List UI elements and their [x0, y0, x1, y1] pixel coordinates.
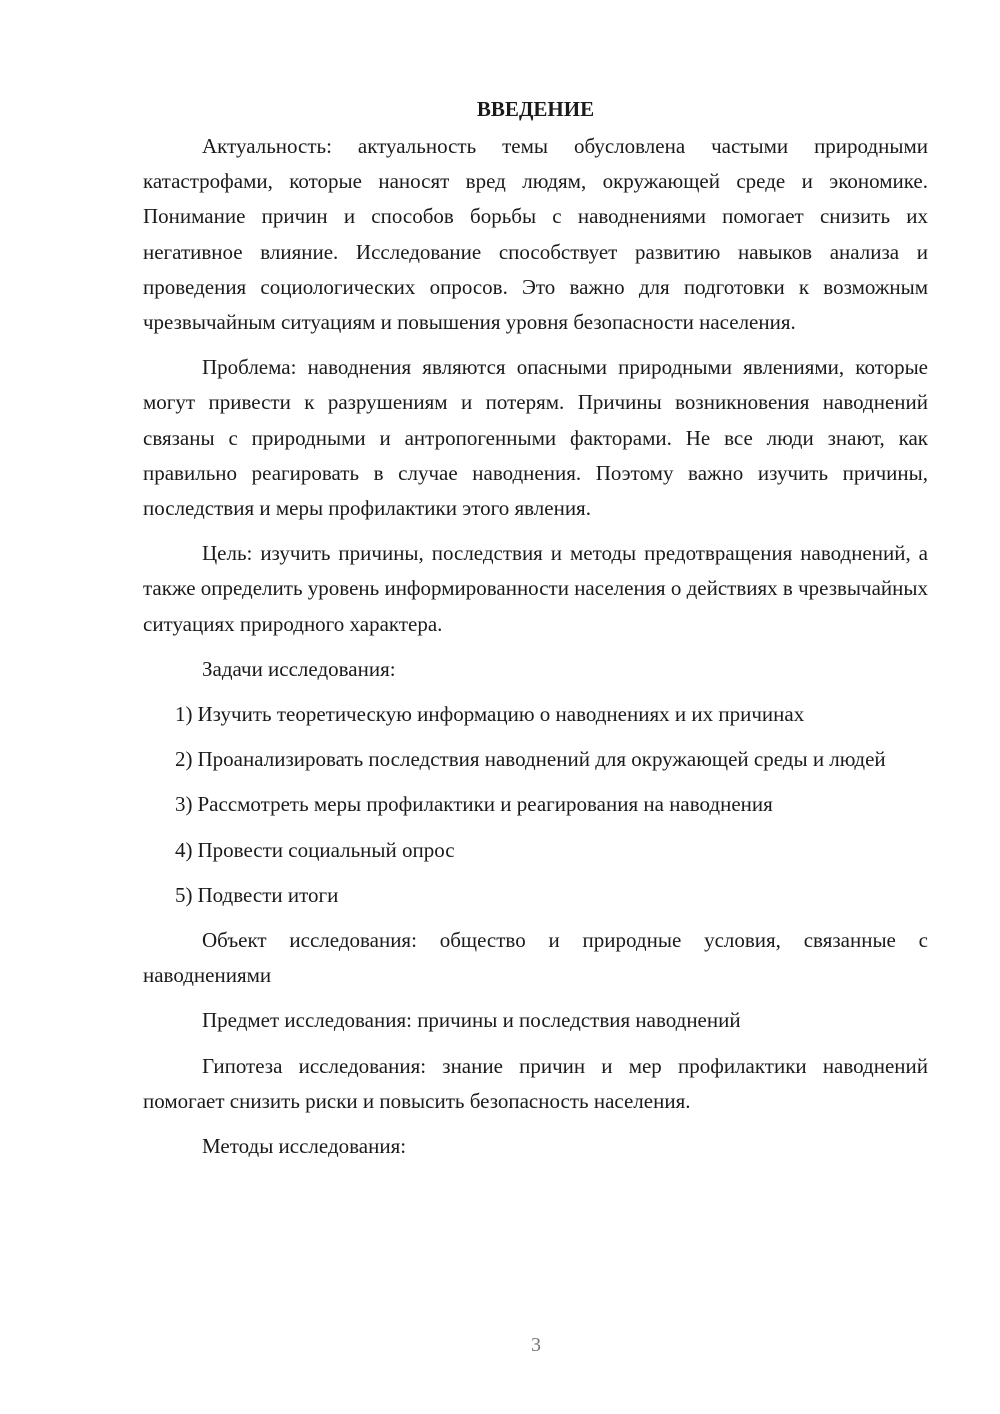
task-number: 2) — [175, 747, 193, 772]
task-item-4 — [143, 833, 928, 868]
section-title: ВВЕДЕНИЕ — [476, 97, 595, 121]
task-text: Провести социальный опрос — [197, 837, 455, 862]
task-number: 5) — [175, 882, 193, 907]
tasks-heading: Задачи исследования: — [202, 656, 396, 681]
task-number: 3) — [175, 792, 193, 817]
object-paragraph: Объект исследования: общество и природные условия, связанные с наводнениями — [143, 928, 928, 988]
task-text: Рассмотреть меры профилактики и реагирования на наводнения — [197, 792, 773, 817]
task-text: Изучить теоретическую информацию о наводнениях и их причинах — [197, 702, 805, 727]
goal-paragraph: Цель: изучить причины, последствия и методы предотвращения наводнений, а также определить уровень информированности населения о действиях в чрезвычайных ситуациях природного характера. — [143, 541, 928, 636]
hypothesis-paragraph: Гипотеза исследования: знание причин и мер профилактики наводнений помогает снизить риски и повысить безопасность населения. — [143, 1053, 928, 1113]
task-number: 1) — [175, 702, 193, 727]
page-content — [143, 92, 928, 1174]
subject-paragraph: Предмет исследования: причины и последствия наводнений — [202, 1008, 741, 1033]
page-number: 3 — [531, 1334, 541, 1356]
problem-paragraph: Проблема: наводнения являются опасными природными явлениями, которые могут привести к разрушениям и потерям. Причины возникновения наводнений связаны с природными и антропогенными факторами. Не все люди знают, как правильно реагировать в случае наводнения. Поэтому важно изучить причины, последствия и меры профилактики этого явления. — [143, 355, 928, 521]
task-item-2 — [143, 742, 928, 777]
task-number: 4) — [175, 837, 193, 862]
task-item-5 — [143, 878, 928, 913]
task-item-3 — [143, 787, 928, 822]
relevance-paragraph: Актуальность: актуальность темы обусловлена частыми природными катастрофами, которые наносят вред людям, окружающей среде и экономике. Понимание причин и способов борьбы с наводнениями помогает снизить их негативное влияние. Исследование способствует развитию навыков анализа и проведения социологических опросов. Это важно для подготовки к возможным чрезвычайным ситуациям и повышения уровня безопасности населения. — [143, 134, 928, 335]
methods-heading: Методы исследования: — [202, 1134, 407, 1159]
task-text: Подвести итоги — [197, 882, 339, 907]
task-text: Проанализировать последствия наводнений для окружающей среды и людей — [197, 747, 886, 772]
task-item-1 — [143, 697, 928, 732]
